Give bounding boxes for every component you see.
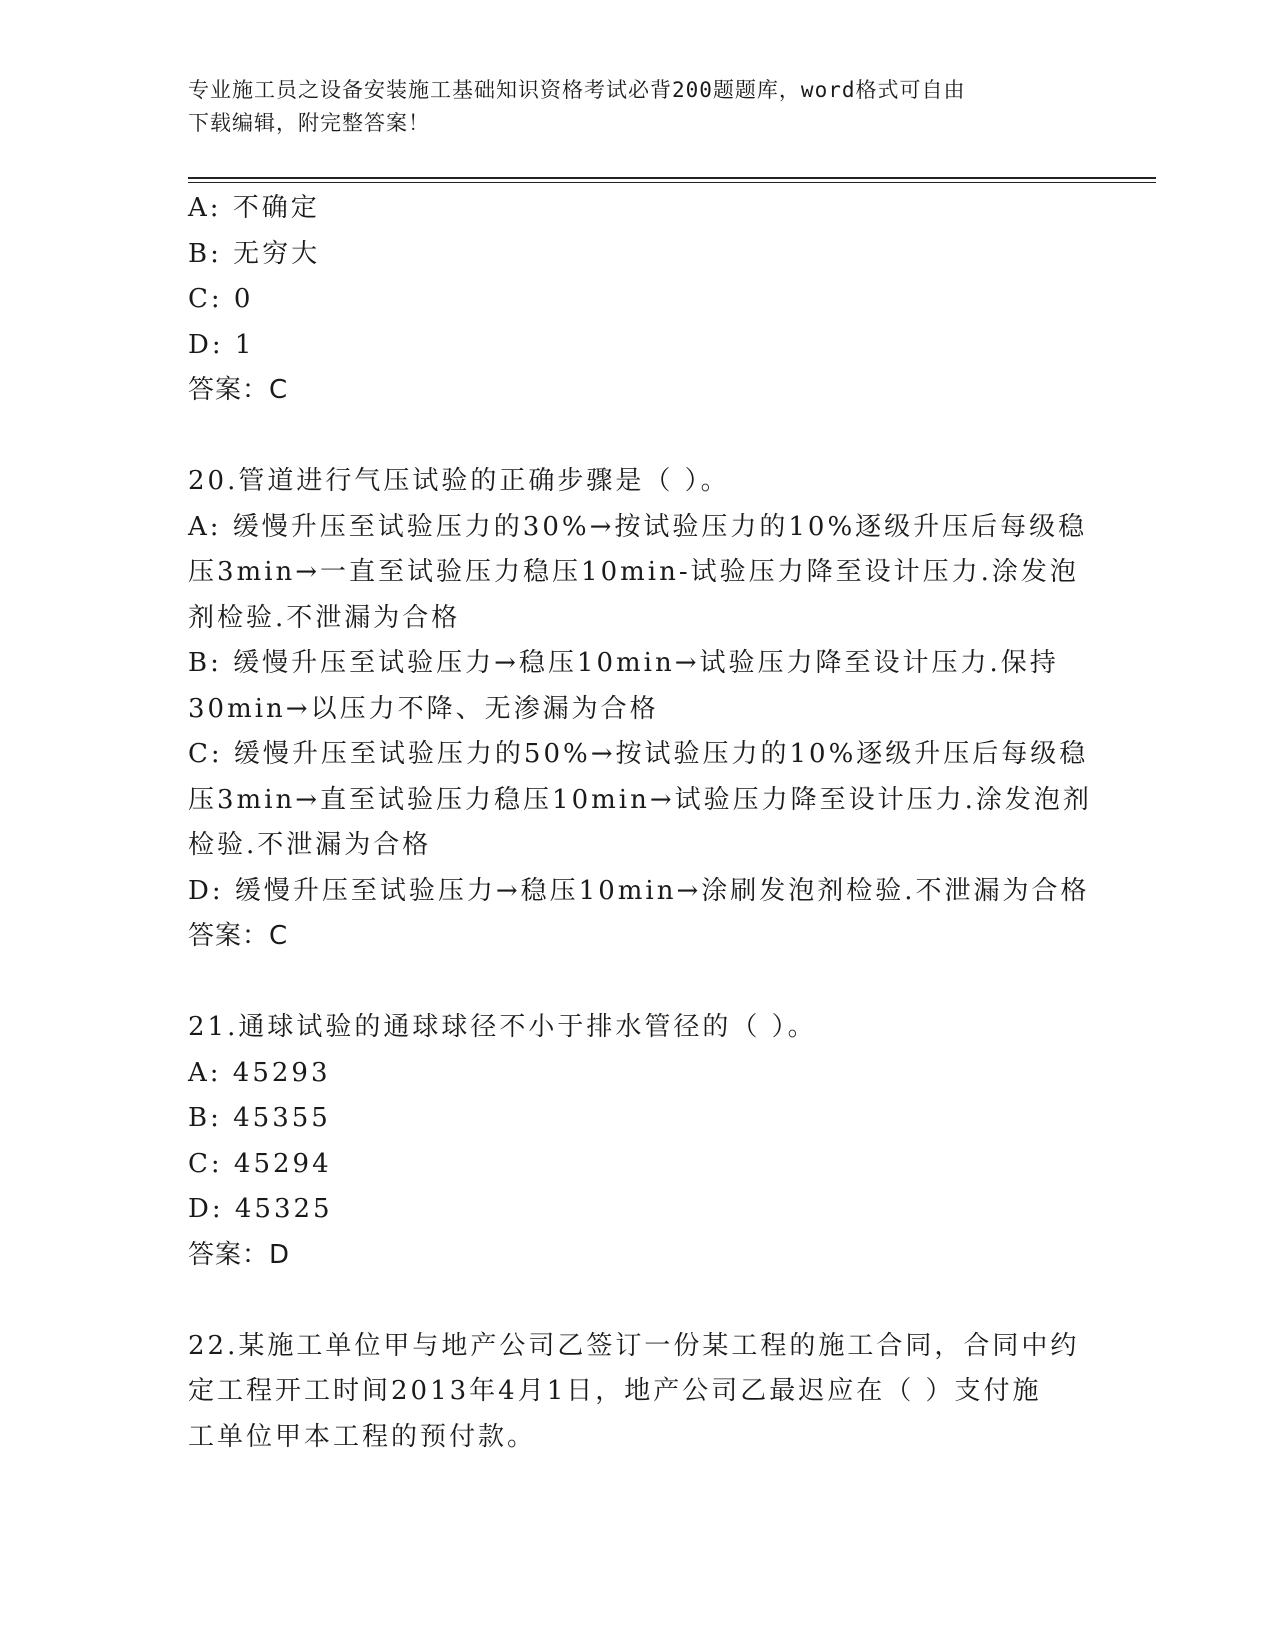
option-b-line: 30min→以压力不降、无渗漏为合格 (188, 693, 659, 724)
option-a: A: 45293 (188, 1057, 331, 1088)
question-stem: 20.管道进行气压试验的正确步骤是（ ）。 (188, 466, 730, 496)
option-b: B: 无穷大 (188, 238, 321, 269)
question-21 (188, 1005, 1088, 1278)
header-line: 专业施工员之设备安装施工基础知识资格考试必背200题题库，word格式可自由 (188, 78, 966, 102)
question-20 (188, 459, 1092, 960)
spacer (188, 414, 1088, 460)
option-c: C: 45294 (188, 1148, 332, 1179)
option-c-line: C: 缓慢升压至试验压力的50%→按试验压力的10%逐级升压后每级稳 (188, 739, 1089, 769)
option-a-line: 压3min→一直至试验压力稳压10min-试验压力降至设计压力.涂发泡 (188, 557, 1079, 587)
answer-line: 答案：C (188, 375, 289, 405)
option-d: D: 缓慢升压至试验压力→稳压10min→涂刷发泡剂检验.不泄漏为合格 (188, 875, 1090, 906)
option-c-line: 压3min→直至试验压力稳压10min→试验压力降至设计压力.涂发泡剂 (188, 784, 1092, 815)
answer-line: 答案：D (188, 1239, 291, 1270)
option-b-line: B: 缓慢升压至试验压力→稳压10min→试验压力降至设计压力.保持 (188, 648, 1059, 678)
option-a: A: 不确定 (188, 193, 320, 223)
document-header (188, 74, 1068, 140)
option-d: D: 1 (188, 329, 255, 360)
spacer (188, 960, 1088, 1006)
answer-line: 答案：C (188, 921, 289, 951)
question-stem-line: 定工程开工时间2013年4月1日，地产公司乙最迟应在（ ）支付施 (188, 1376, 1042, 1406)
option-a-line: A: 缓慢升压至试验压力的30%→按试验压力的10%逐级升压后每级稳 (188, 511, 1088, 542)
header-divider-thick (188, 177, 1156, 179)
header-divider-thin (188, 182, 1156, 183)
question-stem-line: 22.某施工单位甲与地产公司乙签订一份某工程的施工合同，合同中约 (188, 1330, 1080, 1361)
header-line: 下载编辑，附完整答案！ (188, 111, 430, 135)
question-content (188, 186, 1092, 1460)
spacer (188, 1278, 1088, 1324)
question-19-options (188, 186, 1088, 414)
option-b: B: 45355 (188, 1103, 331, 1133)
option-c: C: 0 (188, 284, 254, 314)
question-stem-line: 工单位甲本工程的预付款。 (188, 1421, 537, 1452)
question-stem: 21.通球试验的通球球径不小于排水管径的（ ）。 (188, 1012, 817, 1042)
option-a-line: 剂检验.不泄漏为合格 (188, 602, 461, 633)
option-d: D: 45325 (188, 1194, 333, 1224)
question-22 (188, 1324, 1088, 1461)
option-c-line: 检验.不泄漏为合格 (188, 830, 432, 860)
